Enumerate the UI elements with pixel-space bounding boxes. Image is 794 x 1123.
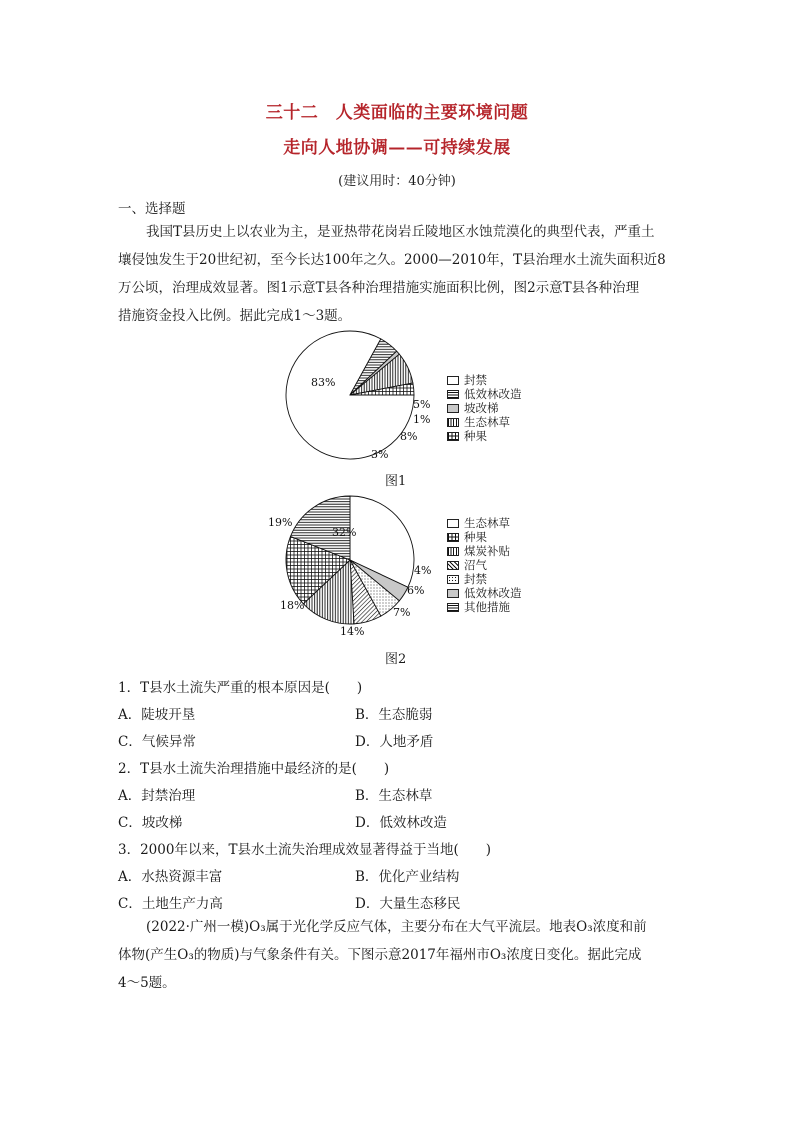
swatch-gray: [447, 589, 459, 598]
pie-value-label: 7%: [393, 606, 411, 619]
swatch-dots: [447, 575, 459, 584]
pie-value-label: 8%: [400, 430, 418, 443]
pie-value-label: 5%: [413, 398, 431, 411]
pie-value-label: 3%: [371, 448, 389, 461]
question-3-option-b[interactable]: B．优化产业结构: [355, 869, 460, 885]
swatch-diag: [447, 561, 459, 570]
swatch-blank: [447, 376, 459, 385]
swatch-blank: [447, 519, 459, 528]
section-label: 一、选择题: [118, 201, 186, 217]
legend-label: 低效林改造: [464, 586, 522, 600]
swatch-grid: [447, 432, 459, 441]
swatch-grid: [447, 533, 459, 542]
legend-label: 煤炭补贴: [464, 544, 510, 558]
figure-2-pie: [262, 488, 442, 643]
question-3-option-c[interactable]: C．土地生产力高: [118, 896, 223, 912]
question-2-option-c[interactable]: C．坡改梯: [118, 815, 183, 831]
legend2-qita: [447, 599, 510, 615]
pie-value-label: 83%: [311, 376, 336, 389]
legend-label: 生态林草: [464, 516, 510, 530]
legend-label: 封禁: [464, 373, 487, 387]
legend-label: 坡改梯: [464, 401, 499, 415]
intro-line-2: 壤侵蚀发生于20世纪初，至今长达100年之久。2000—2010年，T县治理水土流失面积近8: [118, 252, 666, 268]
question-2-stem: 2．T县水土流失治理措施中最经济的是( ): [118, 761, 390, 777]
legend-label: 种果: [464, 429, 487, 443]
question-1-stem: 1．T县水土流失严重的根本原因是( ): [118, 680, 363, 696]
intro-line-1: 我国T县历史上以农业为主，是亚热带花岗岩丘陵地区水蚀荒漠化的典型代表，严重土: [146, 224, 655, 240]
figure-1-pie: [270, 328, 440, 463]
pie-value-label: 6%: [407, 584, 425, 597]
pie-value-label: 14%: [340, 625, 365, 638]
question-1-option-c[interactable]: C．气候异常: [118, 734, 196, 750]
swatch-gray: [447, 404, 459, 413]
legend-label: 沼气: [464, 558, 487, 572]
intro-line-3: 万公顷，治理成效显著。图1示意T县各种治理措施实施面积比例，图2示意T县各种治理: [118, 280, 640, 296]
question-1-option-b[interactable]: B．生态脆弱: [355, 707, 433, 723]
legend1-zhongguo: [447, 428, 487, 444]
legend-label: 生态林草: [464, 415, 510, 429]
legend-label: 封禁: [464, 572, 487, 586]
page-title: 三十二 人类面临的主要环境问题: [265, 103, 529, 123]
question-2-option-a[interactable]: A．封禁治理: [118, 788, 196, 804]
pie-value-label: 19%: [268, 516, 293, 529]
question-2-option-b[interactable]: B．生态林草: [355, 788, 433, 804]
pie-value-label: 1%: [413, 413, 431, 426]
swatch-hlines: [447, 390, 459, 399]
question-3-stem: 3．2000年以来，T县水土流失治理成效显著得益于当地( ): [118, 842, 491, 858]
question-3-option-a[interactable]: A．水热资源丰富: [118, 869, 223, 885]
question-1-option-a[interactable]: A．陡坡开垦: [118, 707, 196, 723]
figure-1-caption: 图1: [385, 474, 407, 489]
next-intro-line-1: (2022·广州一模)O₃属于光化学反应气体，主要分布在大气平流层。地表O₃浓度和前: [146, 919, 647, 935]
question-2-option-d[interactable]: D．低效林改造: [355, 815, 447, 831]
page-subtitle: 走向人地协调——可持续发展: [283, 138, 511, 158]
next-intro-line-3: 4～5题。: [118, 975, 176, 991]
legend-label: 其他措施: [464, 600, 510, 614]
figure-2-caption: 图2: [385, 652, 407, 667]
question-3-option-d[interactable]: D．大量生态移民: [355, 896, 461, 912]
pie-value-label: 32%: [332, 526, 357, 539]
legend-label: 低效林改造: [464, 387, 522, 401]
intro-line-4: 措施资金投入比例。据此完成1～3题。: [118, 308, 352, 324]
time-hint: (建议用时：40分钟): [338, 174, 456, 189]
swatch-vlines: [447, 547, 459, 556]
legend-label: 种果: [464, 530, 487, 544]
question-1-option-d[interactable]: D．人地矛盾: [355, 734, 434, 750]
swatch-hlines: [447, 603, 459, 612]
pie-value-label: 4%: [414, 564, 432, 577]
next-intro-line-2: 体物(产生O₃的物质)与气象条件有关。下图示意2017年福州市O₃浓度日变化。据此完成: [118, 947, 642, 963]
swatch-vlines: [447, 418, 459, 427]
pie-value-label: 18%: [280, 599, 305, 612]
